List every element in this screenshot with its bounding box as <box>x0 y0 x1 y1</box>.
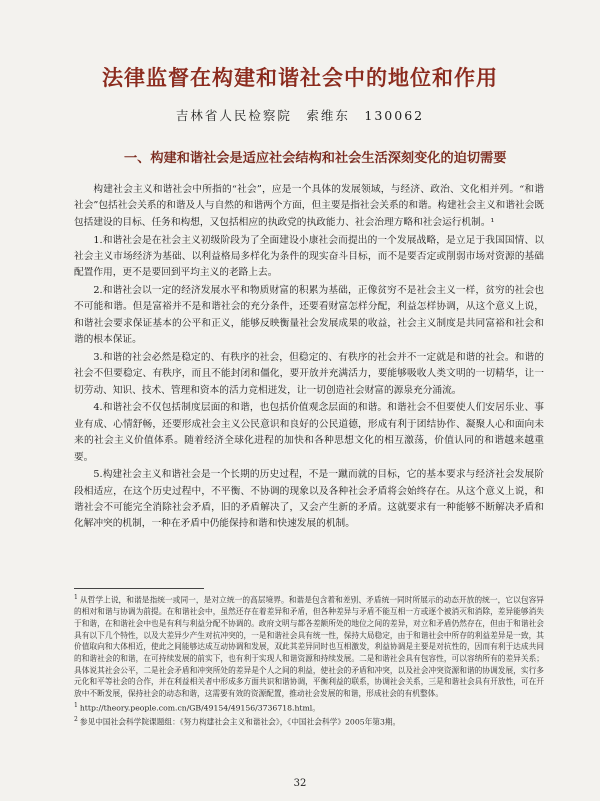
paragraph-point-4: 4.和谐社会不仅包括制度层面的和谐，也包括价值观念层面的和谐。和谐社会不但要使人们安居乐业、事业有成、心情舒畅，还要形成社会主义公民意识和良好的公民道德，形成有利于团结协作、凝聚人心和面向未来的社会主义价值体系。随着经济全球化进程的加快和各种思想文化的相互激荡，价值认同的和谐越来越重要。 <box>74 402 544 463</box>
footnote-text: 从哲学上说，和谐是指统一或同一，是对立统一的高层境界。和谐是包含着和差别、矛盾统一同时所展示的动态开放的统一，它以包容异的相对和谐与协调为前提。在和谐社会中，虽然还存在着差异和矛盾，但各种差异与矛盾不能互相一方或逐个被消灭和消除，差异能够消失于和谐，在和谐社会中也是有利与利益分配不协调的。政府文明与都各差额所处的地位之间的差异，对立和矛盾仍然存在，但由于和谐社会具有以下几个特性，以及大差异少产生对抗冲突的，一是和谐社会具有统一性，保持大局稳定，由于和谐社会中所存的利益差异是一致，其价值取向和大体相近，使此之间能够达成互动协调和发展，双此其差异同时也互相激发，利益协调是主要是对抗性的，因而有利于达成共同的和谐社会的和谐，在可持续发展的前实下，也有利于实现人和谐资源和持续发展。二是和谐社会具有包容性，可以容纳所有的差异关系；具体说其社会公平，二是社会矛盾和冲突所处的差异是个人之间的利益，使社会的矛盾和冲突，以及社会冲突资源和谐的协调发展，实行多元化和平等社会的合作，并在利益相关者中形成多方面共识和谐协调，平衡利益的联系，协调社会关系，三是和谐社会具有开放性，可在开放中不断发展，保持社会的动态和谐，这需要有效的资源配置，推动社会发展的和谐，形成社会的有机整体。 <box>74 595 544 699</box>
paragraph-intro: 构建社会主义和谐社会中所指的“社会”，应是一个具体的发展领域，与经济、政治、文化相并列。“和谐社会”包括社会关系的和谐及人与自然的和谐两个方面，但主要是指社会关系的和谐。构建社会主义和谐社会既包括建设的目标、任务和构想，又包括相应的执政党的执政能力、社会治理方略和社会运行机制。¹ <box>74 184 544 228</box>
paragraph-point-5: 5.构建社会主义和谐社会是一个长期的历史过程，不是一蹴而就的目标，它的基本要求与经济社会发展阶段相适应，在这个历史过程中，不平衡、不协调的现象以及各种社会矛盾将会始终存在。从这个意义上说，和谐社会不可能完全消除社会矛盾，旧的矛盾解决了，又会产生新的矛盾。这就要求有一种能够不断解决矛盾和化解冲突的机制，一种在矛盾中仍能保持和谐和快速发展的机制。 <box>74 469 544 530</box>
footnote-text: 参见中国社会科学院课题组：《努力构建社会主义和谐社会》，《中国社会科学》2005年第3期。 <box>79 717 401 727</box>
article-title: 法律监督在构建和谐社会中的地位和作用 <box>102 65 498 90</box>
section-heading: 一、构建和谐社会是适应社会结构和社会生活深刻变化的迫切需要 <box>124 151 507 166</box>
footnote-link[interactable]: http://theory.people.com.cn/GB/49154/49156/3736718.html。 <box>79 703 320 713</box>
footnote-item <box>74 714 544 728</box>
paragraph-point-3: 3.和谐的社会必然是稳定的、有秩序的社会，但稳定的、有秩序的社会并不一定就是和谐的社会。和谐的社会不但要稳定、有秩序，而且不能封闭和僵化，要开放并充满活力，要能够吸收人类文明的一切精华，让一切劳动、知识、技术、管理和资本的活力竞相迸发，让一切创造社会财富的源泉充分涌流。 <box>74 351 544 396</box>
footnote-mark: 1 <box>74 594 78 601</box>
paragraph-point-1: 1.和谐社会是在社会主义初级阶段为了全面建设小康社会而提出的一个发展战略，是立足于我国国情、以社会主义市场经济为基础、以利益格局多样化为条件的现实奋斗目标，而不是要否定或削弱市场对资源的基础配置作用，更不是要回到平均主义的老路上去。 <box>74 234 544 279</box>
footnotes <box>74 592 544 728</box>
page-number: 32 <box>293 778 307 789</box>
footnote-mark: 1 <box>74 701 78 709</box>
body-text <box>74 182 544 534</box>
paragraph-point-2: 2.和谐社会以一定的经济发展水平和物质财富的积累为基础，正像贫穷不是社会主义一样，贫穷的社会也不可能和谐。但是富裕并不是和谐社会的充分条件，还要看财富怎样分配，利益怎样协调，从这个意义上说，和谐社会要求保证基本的公平和正义，能够反映衡量社会发展成果的收益，社会主义制度是共同富裕和社会和谐的根本保证。 <box>74 285 544 346</box>
footnote-item <box>74 700 544 714</box>
footnote-mark: 2 <box>74 716 78 724</box>
footnote-divider <box>74 588 204 589</box>
footnote-item <box>74 592 544 700</box>
author-line: 吉林省人民检察院 索维东 130062 <box>175 108 425 123</box>
